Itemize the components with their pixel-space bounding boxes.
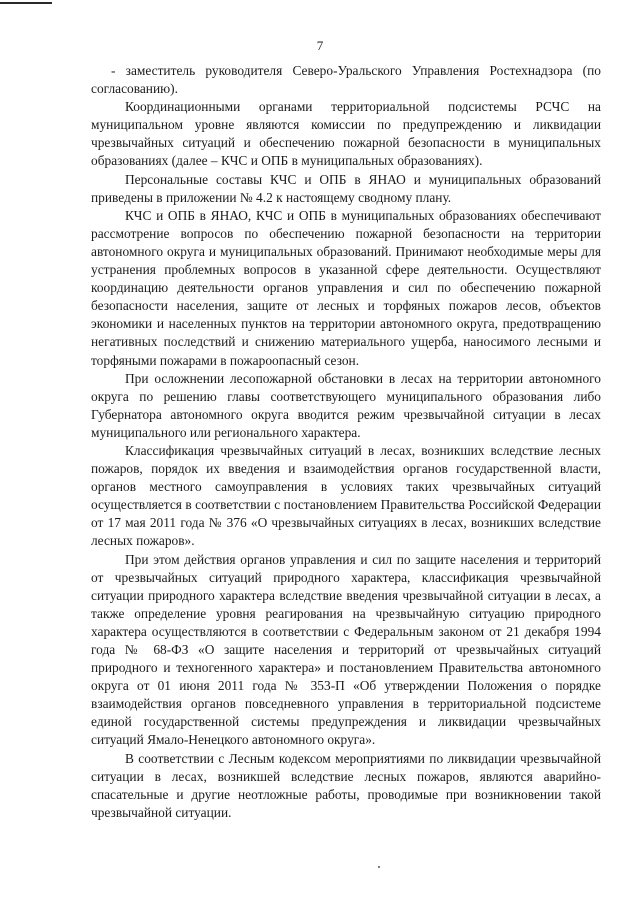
page-number: 7 [316, 38, 324, 53]
paragraph-2: Координационными органами территориальной подсистемы РСЧС на муниципальном уровне являются комиссии по предупреждению и ликвидации чрезвычайных ситуаций и обеспечению пожарной безопасности в муниципальных образованиях (далее – КЧС и ОПБ в муниципальных образованиях). [91, 99, 601, 169]
paragraph-3: Персональные составы КЧС и ОПБ в ЯНАО и муниципальных образований приведены в приложении № 4.2 к настоящему сводному плану. [91, 171, 601, 205]
paragraph-6: Классификация чрезвычайных ситуаций в лесах, возникших вследствие лесных пожаров, порядок их введения и взаимодействия органов государственной власти, органов местного самоуправления в условиях таких чрезвычайных ситуаций осуществляется в соответствии с постановлением Правительства Российской Федерации от 17 мая 2011 года № 376 «О чрезвычайных ситуациях в лесах, возникших вследствие лесных пожаров». [91, 442, 601, 549]
paragraph-8: В соответствии с Лесным кодексом мероприятиями по ликвидации чрезвычайной ситуации в лесах, возникшей вследствие лесных пожаров, являются аварийно-спасательные и другие неотложные работы, проводимые при возникновении такой чрезвычайной ситуации. [91, 750, 601, 820]
corner-scan-mark [0, 2, 52, 4]
paragraph-5: При осложнении лесопожарной обстановки в лесах на территории автономного округа по решению главы соответствующего муниципального образования либо Губернатора автономного округа вводится режим чрезвычайной ситуации в лесах муниципального или регионального характера. [91, 370, 601, 440]
scan-speck [378, 866, 380, 868]
document-body [91, 62, 601, 822]
paragraph-1: - заместитель руководителя Северо-Уральского Управления Ростехнадзора (по согласованию). [91, 63, 601, 97]
paragraph-4: КЧС и ОПБ в ЯНАО, КЧС и ОПБ в муниципальных образованиях обеспечивают рассмотрение вопросов по обеспечению пожарной безопасности на территории автономного округа и муниципальных образований. Принимают необходимые меры для устранения проблемных вопросов в указанной сфере деятельности. Осуществляют координацию деятельности органов управления и сил по обеспечению пожарной безопасности населения, защите от лесных и торфяных пожаров лесов, объектов экономики и населенных пунктов на территории автономного округа, предотвращению негативных последствий и снижению материального ущерба, наносимого лесными и торфяными пожарами в пожароопасный сезон. [91, 207, 601, 368]
paragraph-7: При этом действия органов управления и сил по защите населения и территорий от чрезвычайных ситуаций природного характера, классификация чрезвычайной ситуации природного характера вследствие введения чрезвычайной ситуации в лесах, а также определение уровня реагирования на чрезвычайную ситуацию природного характера осуществляются в соответствии с Федеральным законом от 21 декабря 1994 года № 68-ФЗ «О защите населения и территорий от чрезвычайных ситуаций природного и техногенного характера» и постановлением Правительства автономного округа от 01 июня 2011 года № 353-П «Об утверждении Положения о порядке взаимодействия органов повседневного управления в территориальной подсистеме единой государственной системы предупреждения и ликвидации чрезвычайных ситуаций Ямало-Ненецкого автономного округа». [91, 551, 601, 748]
